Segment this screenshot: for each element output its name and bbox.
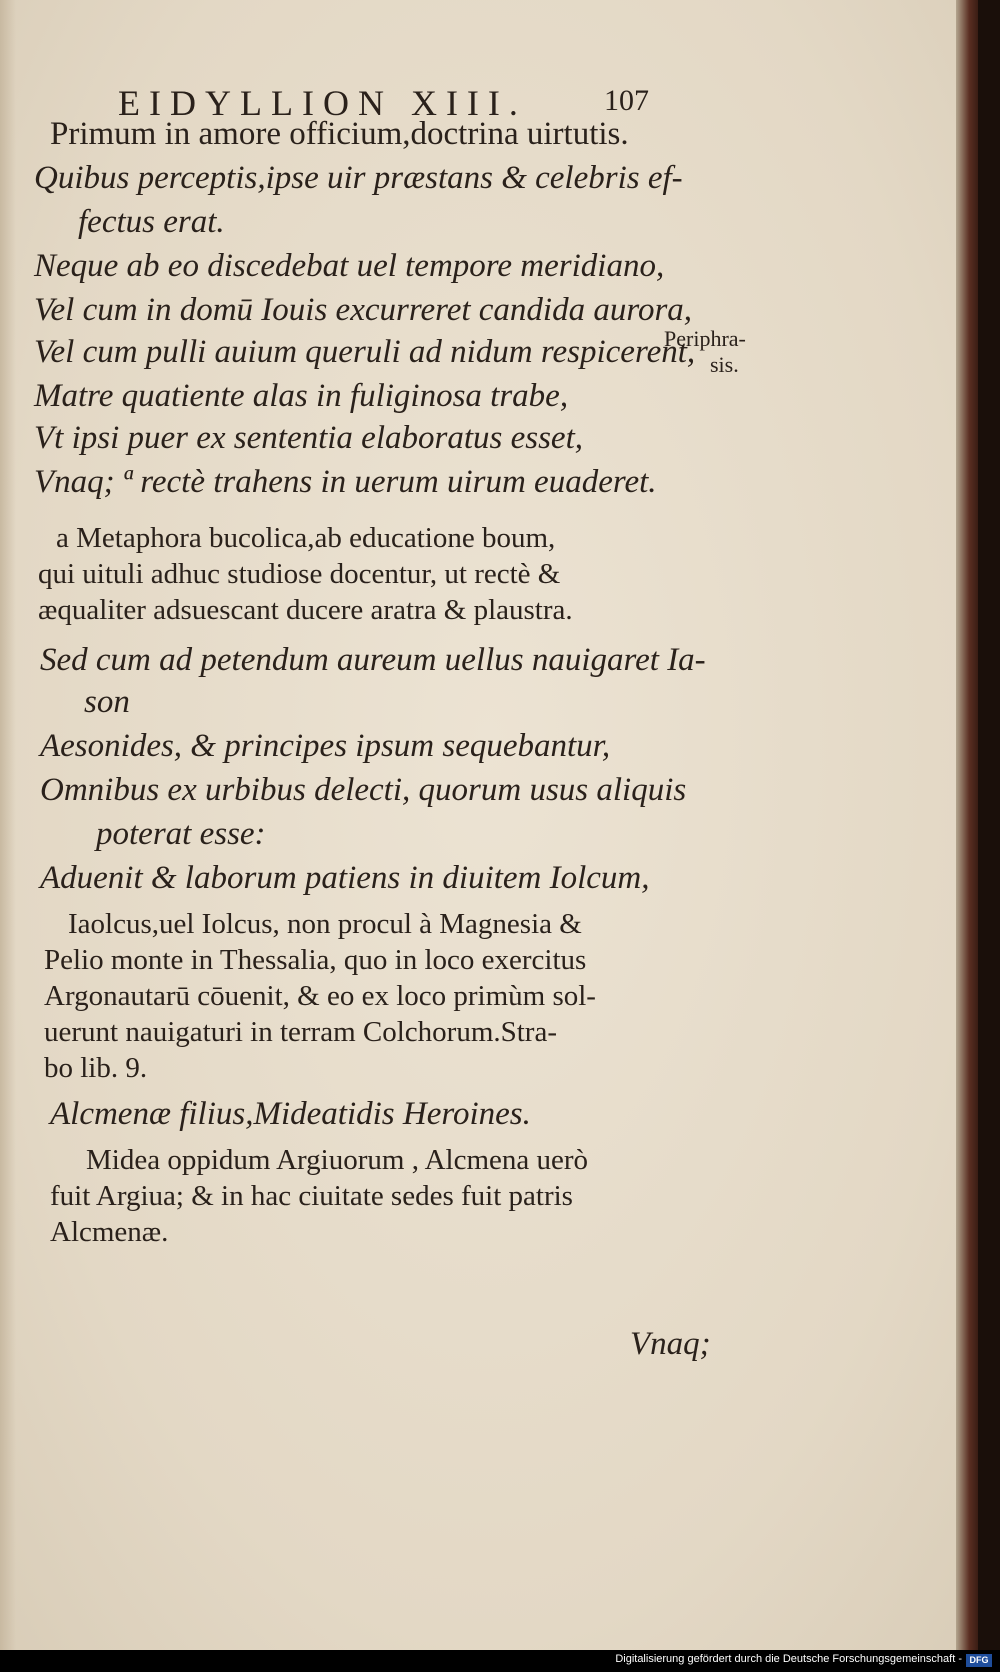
text-line: Aduenit & laborum patiens in diuitem Iolcum, [40,860,650,896]
running-title: EIDYLLION XIII. [118,83,527,123]
text-line: Primum in amore officium,doctrina uirtutis. [50,116,629,152]
catchword: Vnaq; [630,1326,711,1362]
note-line: Pelio monte in Thessalia, quo in loco exercitus [44,944,587,976]
text-line: Vnaq; ª rectè trahens in uerum uirum euaderet. [34,464,657,500]
text-line: Vel cum pulli auium queruli ad nidum respicerent, [34,334,696,370]
text-line: fectus erat. [78,204,225,240]
note-line: Iaolcus,uel Iolcus, non procul à Magnesia & [68,908,582,940]
dfg-logo: DFG [966,1654,992,1667]
note-line: qui uituli adhuc studiose docentur, ut rectè & [38,558,561,590]
text-line: son [84,684,130,720]
page-number: 107 [604,84,649,117]
text-line: Matre quatiente alas in fuliginosa trabe, [34,378,569,414]
footer-credit: Digitalisierung gefördert durch die Deutsche Forschungsgemeinschaft - [615,1653,962,1665]
book-spine-edge [956,0,978,1650]
note-line: uerunt nauigaturi in terram Colchorum.Stra- [44,1016,557,1048]
text-line: poterat esse: [96,816,266,852]
text-line: Omnibus ex urbibus delecti, quorum usus aliquis [40,772,687,808]
text-line: Aesonides, & principes ipsum sequebantur, [40,728,611,764]
marginal-note-line-1: Periphra- [664,326,746,351]
note-line: fuit Argiua; & in hac ciuitate sedes fuit patris [50,1180,573,1212]
text-line: Neque ab eo discedebat uel tempore meridiano, [34,248,665,284]
text-line: Sed cum ad petendum aureum uellus nauigaret Ia- [40,642,706,678]
text-line: Vt ipsi puer ex sententia elaboratus esset, [34,420,583,456]
note-line: Argonautarū cōuenit, & eo ex loco primùm sol- [44,980,596,1012]
note-line: Midea oppidum Argiuorum , Alcmena uerò [86,1144,589,1176]
note-line: bo lib. 9. [44,1052,148,1084]
text-line: Alcmenæ filius,Mideatidis Heroines. [50,1096,531,1132]
note-line: Alcmenæ. [50,1216,169,1248]
note-line: a Metaphora bucolica,ab educatione boum, [56,522,556,554]
text-line: Vel cum in domū Iouis excurreret candida aurora, [34,292,693,328]
page-left-shadow [0,0,16,1650]
note-line: æqualiter adsuescant ducere aratra & plaustra. [38,594,573,626]
text-line: Quibus perceptis,ipse uir præstans & celebris ef- [34,160,683,196]
marginal-note-line-2: sis. [710,352,739,377]
